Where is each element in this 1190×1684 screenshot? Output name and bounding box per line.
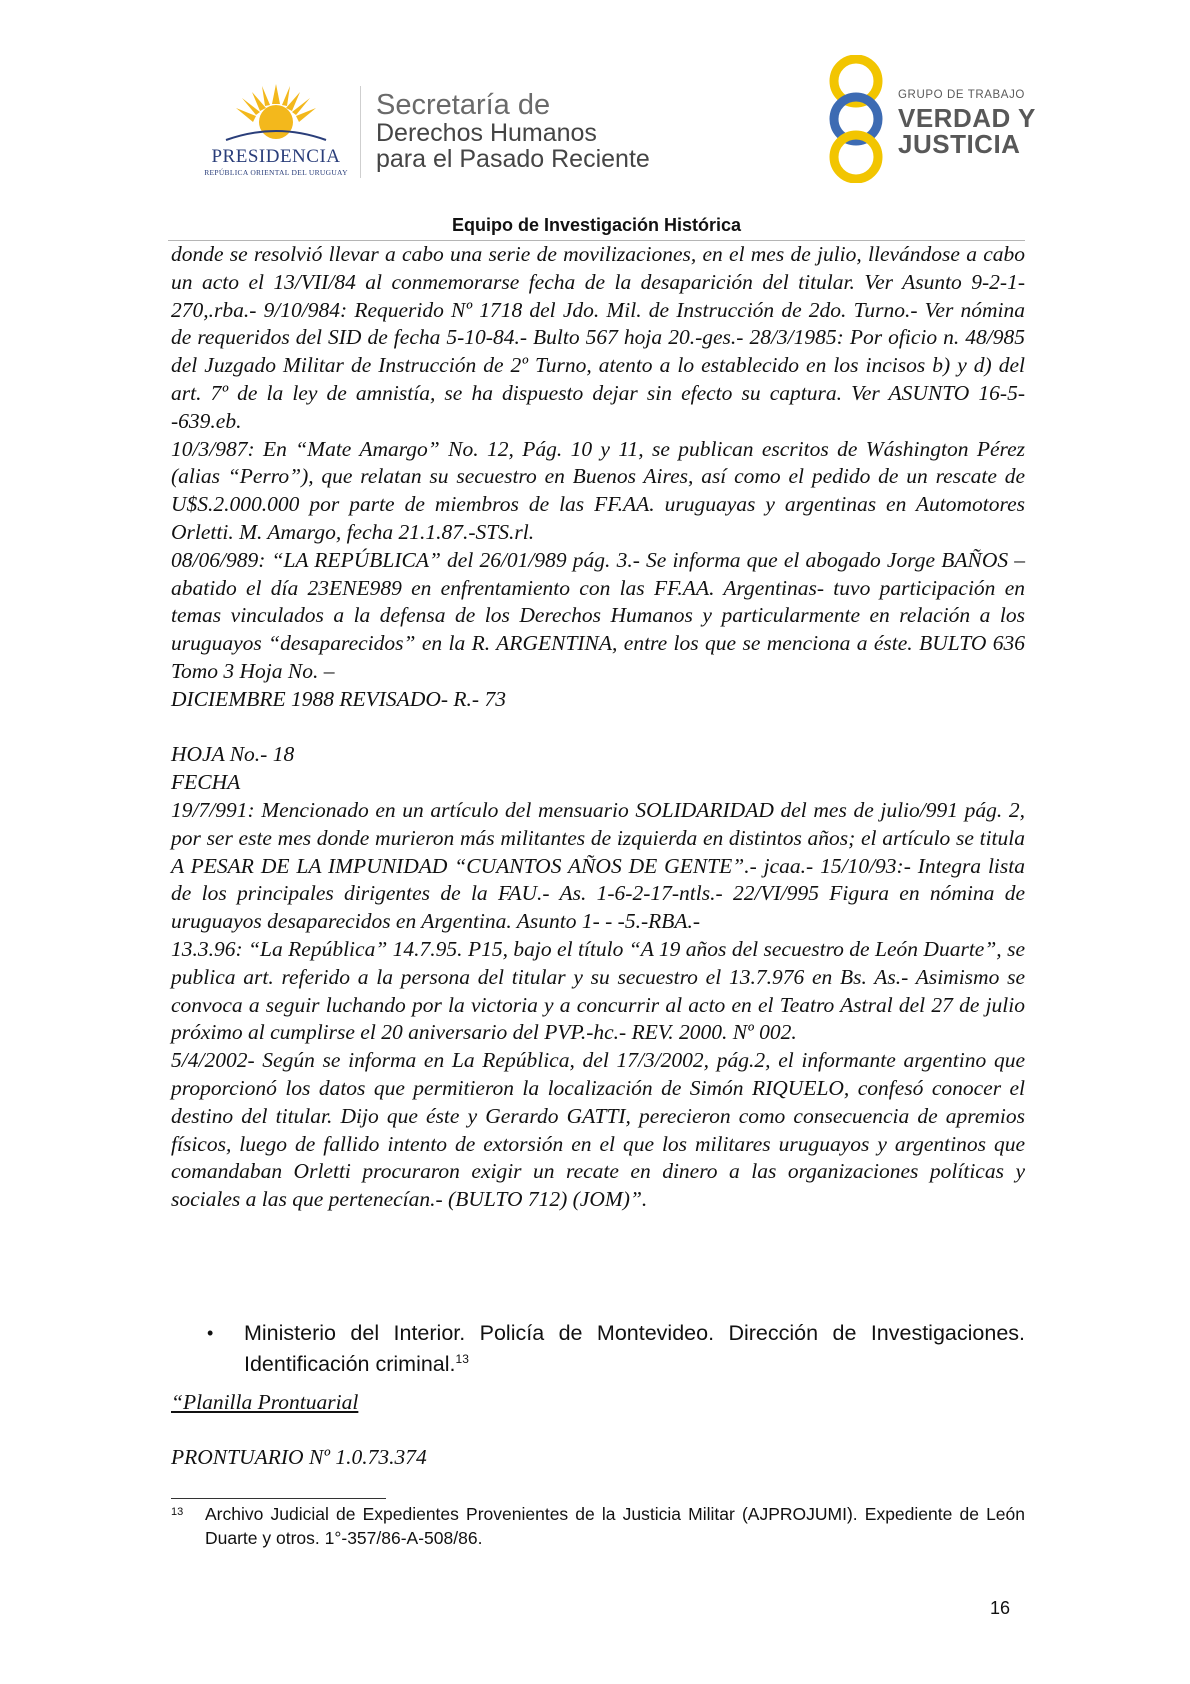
- document-body: [171, 241, 1025, 1214]
- presidencia-logo: [196, 82, 356, 178]
- bullet-text: Ministerio del Interior. Policía de Montevideo. Dirección de Investigaciones. Identificación criminal.: [244, 1321, 1025, 1377]
- gvj-small-text: GRUPO DE TRABAJO: [898, 89, 1025, 101]
- footnote: [171, 1502, 1025, 1550]
- secretaria-line-3: para el Pasado Reciente: [376, 145, 650, 173]
- paragraph: DICIEMBRE 1988 REVISADO- R.- 73: [171, 686, 506, 711]
- gvj-line-2: JUSTICIA: [898, 129, 1021, 159]
- footnote-reference[interactable]: 13: [455, 1352, 469, 1366]
- page-number: 16: [990, 1598, 1011, 1618]
- verdad-justicia-logo: [818, 55, 1038, 183]
- logo-divider: [360, 86, 361, 178]
- footnote-number: 13: [171, 1506, 184, 1518]
- paragraph: 10/3/987: En “Mate Amargo” No. 12, Pág. 10 y 11, se publican escritos de Wáshington Pérez (alias “Perro”), que relatan su secuestro en Buenos Aires, así como el pedido de un rescate de U$S.2.000.000 por parte de miembros de las FF.AA. uruguayas y argentinas en Automotores Orletti. M. Amargo, fecha 21.1.87.-STS.rl.: [171, 436, 1025, 544]
- paragraph: 08/06/989: “LA REPÚBLICA” del 26/01/989 pág. 3.- Se informa que el abogado Jorge BAÑOS – abatido el día 23ENE989 en enfrentamiento con las FF.AA. Argentinas- tuvo participación en temas vinculados a la defensa de los Derechos Humanos y particularmente en relación a los uruguayos “desaparecidos” en la R. ARGENTINA, entre los que se menciona a éste. BULTO 636 Tomo 3 Hoja No. –: [171, 547, 1025, 683]
- bullet-text-container: [244, 1320, 1025, 1377]
- bullet-dot-icon: •: [207, 1323, 214, 1343]
- secretaria-line-2: Derechos Humanos: [376, 119, 597, 147]
- prontuario-number: PRONTUARIO Nº 1.0.73.374: [171, 1445, 427, 1469]
- paragraph: 13.3.96: “La República” 14.7.95. P15, bajo el título “A 19 años del secuestro de León Duarte”, se publica art. referido a la persona del titular y su secuestro el 13.7.976 en Bs. As.- Asimismo se convoca a seguir luchando por la victoria y a concurrir al acto en el Teatro Astral del 27 de julio próximo al cumplirse el 20 aniversario del PVP.-hc.- REV. 2000. Nº 002.: [171, 936, 1025, 1045]
- secretaria-logo-text: [376, 90, 650, 172]
- footnote-rule: [171, 1498, 386, 1499]
- paragraph: donde se resolvió llevar a cabo una serie de movilizaciones, en el mes de julio, llevándose a cabo un acto el 13/VII/84 al conmemorarse fecha de la desaparición del titular. Ver Asunto 9-2-1-270,.rba.- 9/10/984: Requerido Nº 1718 del Jdo. Mil. de Instrucción de 2do. Turno.- Ver nómina de requeridos del SID de fecha 5-10-84.- Bulto 567 hoja 20.-ges.- 28/3/1985: Por oficio n. 48/985 del Juzgado Militar de Instrucción de 2º Turno, atento a lo establecido en los incisos b) y d) del art. 7º de la ley de amnistía, se ha dispuesto dejar sin efecto su captura. Ver ASUNTO 16-5- -639.eb.: [171, 242, 1025, 433]
- paragraph: HOJA No.- 18: [171, 742, 295, 767]
- planilla-heading: “Planilla Prontuarial: [171, 1390, 359, 1414]
- paragraph: 5/4/2002- Según se informa en La República, del 17/3/2002, pág.2, el informante argentino que proporcionó los datos que permitieron la localización de Simón RIQUELO, confesó conocer el destino del titular. Dijo que éste y Gerardo GATTI, perecieron como consecuencia de apremios físicos, luego de fallido intento de extorsión en el que los militares uruguayos y argentinos que comandaban Orletti procuraron exigir un recate en dinero a las organizaciones políticas y sociales a las que pertenecían.- (BULTO 712) (JOM)”.: [171, 1048, 1025, 1212]
- rings-emblem-icon: [818, 55, 894, 183]
- footnote-text: Archivo Judicial de Expedientes Provenientes de la Justicia Militar (AJPROJUMI). Expediente de León Duarte y otros. 1°-357/86-A-508/86.: [205, 1504, 1025, 1548]
- team-title: Equipo de Investigación Histórica: [451, 215, 742, 235]
- paragraph: 19/7/991: Mencionado en un artículo del mensuario SOLIDARIDAD del mes de julio/991 pág. 2, por ser este mes donde murieron más militantes de izquierda en distintos años; el artículo se titula A PESAR DE LA IMPUNIDAD “CUANTOS AÑOS DE GENTE”.- jcaa.- 15/10/93:- Integra lista de los principales dirigentes de la FAU.- As. 1-6-2-17-ntls.- 22/VI/995 Figura en nómina de uruguayos desaparecidos en Argentina. Asunto 1- - -5.-RBA.-: [171, 797, 1025, 934]
- sun-emblem-icon: [196, 82, 356, 146]
- paragraph: FECHA: [171, 770, 241, 795]
- bullet-item: [207, 1320, 1025, 1377]
- presidencia-word: PRESIDENCIA: [211, 146, 341, 167]
- gvj-line-1: VERDAD Y: [898, 103, 1036, 133]
- secretaria-line-1: Secretaría de: [376, 89, 551, 121]
- blank-line: [171, 714, 1025, 742]
- presidencia-subtitle: REPÚBLICA ORIENTAL DEL URUGUAY: [204, 168, 348, 177]
